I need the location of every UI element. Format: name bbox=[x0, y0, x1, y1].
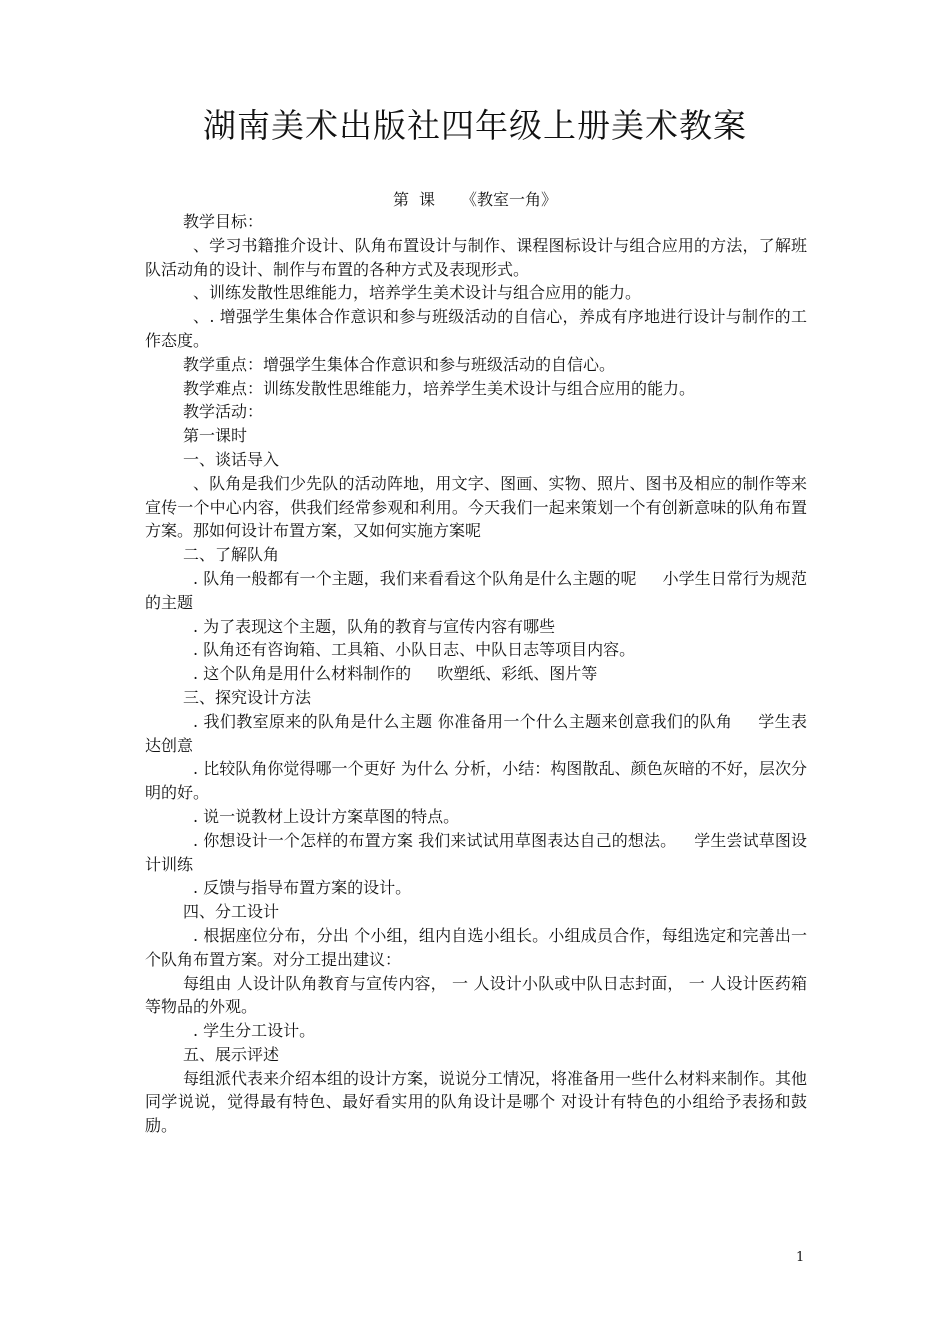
document-body bbox=[145, 210, 807, 1138]
period-heading: 第一课时 bbox=[183, 426, 248, 446]
item-answer: 吹塑纸、彩纸、图片等 bbox=[437, 664, 598, 684]
key-point: 教学重点：增强学生集体合作意识和参与班级活动的自信心。 bbox=[183, 354, 616, 374]
section-2-item-4 bbox=[145, 662, 807, 686]
section-4-heading: 四、分工设计 bbox=[183, 902, 280, 922]
objective-1: 、学习书籍推介设计、队角布置设计与制作、课程图标设计与组合应用的方法，了解班队活动角的设计、制作与布置的各种方式及表现形式。 bbox=[145, 235, 807, 279]
item-answer: 学生尝试草图设计训练 bbox=[145, 830, 807, 874]
difficulty: 教学难点：训练发散性思维能力，培养学生美术设计与组合应用的能力。 bbox=[183, 378, 696, 398]
section-3-item-4 bbox=[145, 829, 807, 877]
lesson-part-1: 第 bbox=[392, 190, 409, 209]
section-4-item-2: 每组由 人设计队角教育与宣传内容， 一 人设计小队或中队日志封面， 一 人设计医药箱等物品的外观。 bbox=[145, 973, 807, 1017]
item-text: . 这个队角是用什么材料制作的 bbox=[193, 664, 412, 684]
section-3-heading: 三、探究设计方法 bbox=[183, 687, 312, 707]
section-2-item-1 bbox=[145, 567, 807, 615]
section-4-item-1: . 根据座位分布，分出 个小组，组内自选小组长。小组成员合作，每组选定和完善出一个队角布置方案。对分工提出建议： bbox=[145, 925, 807, 969]
lesson-part-2: 课 bbox=[418, 190, 435, 209]
activities-heading: 教学活动： bbox=[183, 402, 264, 422]
item-text: . 你想设计一个怎样的布置方案 我们来试试用草图表达自己的想法。 bbox=[193, 830, 677, 850]
section-4-item-3: . 学生分工设计。 bbox=[193, 1021, 316, 1041]
section-5-paragraph: 每组派代表来介绍本组的设计方案，说说分工情况，将准备用一些什么材料来制作。其他同学说说，觉得最有特色、最好看实用的队角设计是哪个 对设计有特色的小组给予表扬和鼓励。 bbox=[145, 1068, 808, 1136]
section-3-item-5: . 反馈与指导布置方案的设计。 bbox=[193, 878, 412, 898]
section-3-item-2: . 比较队角你觉得哪一个更好 为什么 分析，小结：构图散乱、颜色灰暗的不好，层次分明的好。 bbox=[145, 759, 807, 803]
lesson-title: 《教室一角》 bbox=[461, 190, 558, 209]
section-5-heading: 五、展示评述 bbox=[183, 1044, 280, 1064]
objective-2: 、训练发散性思维能力，培养学生美术设计与组合应用的能力。 bbox=[193, 283, 642, 303]
item-text: . 我们教室原来的队角是什么主题 你准备用一个什么主题来创意我们的队角 bbox=[193, 711, 733, 731]
item-text: . 队角一般都有一个主题，我们来看看这个队角是什么主题的呢 bbox=[193, 568, 637, 588]
section-1-heading: 一、谈话导入 bbox=[183, 449, 280, 469]
section-2-item-2: . 为了表现这个主题，队角的教育与宣传内容有哪些 bbox=[193, 616, 556, 636]
section-2-heading: 二、了解队角 bbox=[183, 545, 280, 565]
section-3-item-3: . 说一说教材上设计方案草图的特点。 bbox=[193, 806, 460, 826]
section-2-item-3: . 队角还有咨询箱、工具箱、小队日志、中队日志等项目内容。 bbox=[193, 640, 636, 660]
item-answer: 学生表达创意 bbox=[145, 711, 807, 755]
item-answer: 小学生日常行为规范的主题 bbox=[145, 568, 807, 612]
section-3-item-1 bbox=[145, 710, 807, 758]
section-1-paragraph: 、队角是我们少先队的活动阵地，用文字、图画、实物、照片、图书及相应的制作等来宣传一个中心内容，供我们经常参观和利用。今天我们一起来策划一个有创新意味的队角布置方案。那如何设计布置方案，又如何实施方案呢 bbox=[145, 473, 807, 541]
objectives-heading: 教学目标： bbox=[183, 212, 264, 231]
page-number: 1 bbox=[796, 1250, 805, 1265]
objective-3: 、. 增强学生集体合作意识和参与班级活动的自信心，养成有序地进行设计与制作的工作态度。 bbox=[145, 307, 807, 350]
document-title: 湖南美术出版社四年级上册美术教案 bbox=[203, 106, 747, 145]
